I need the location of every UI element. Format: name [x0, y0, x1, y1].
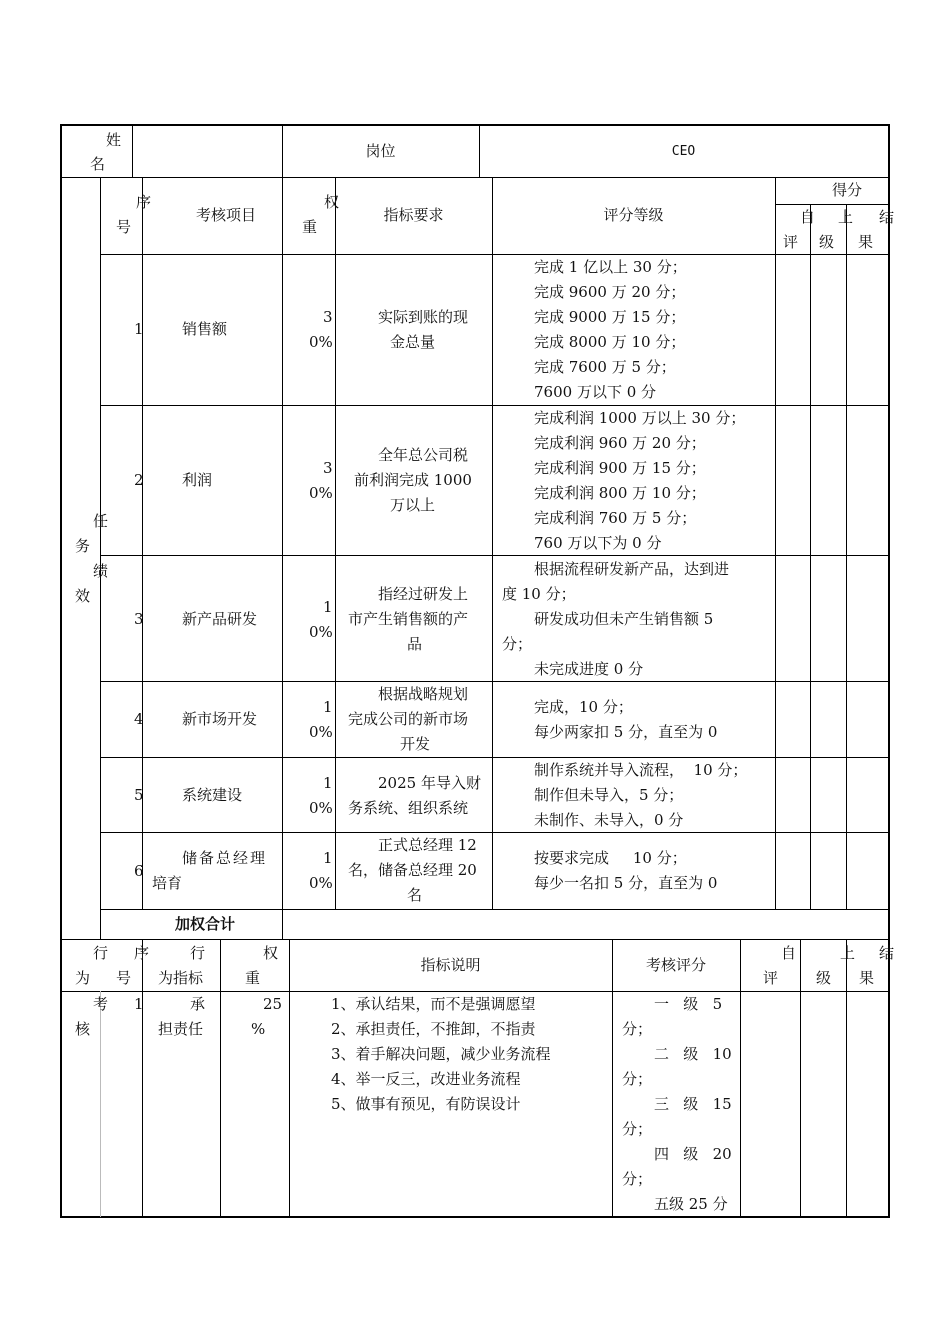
row-grading: 按要求完成 10 分； [534, 849, 687, 867]
row-requirement: 市产生销售额的产 [348, 610, 469, 628]
behavior-col-item-header: 行 [190, 944, 206, 962]
row-grading: 完成利润 1000 万以上 30 分； [534, 409, 746, 427]
row-requirement: 实际到账的现 [378, 308, 469, 326]
row-seq: 1 [134, 320, 144, 338]
row-score: 四 级 20 [654, 1145, 732, 1163]
row-weight: 3 [323, 459, 333, 477]
row-desc: 3、着手解决问题，减少业务流程 [331, 1045, 551, 1063]
position-value: CEO [671, 144, 696, 159]
row-item: 储备总经理 [182, 849, 268, 867]
row-grading: 制作系统并导入流程， 10 分； [534, 761, 748, 779]
row-requirement: 务系统、组织系统 [348, 799, 469, 817]
row-requirement: 名，储备总经理 20 [348, 861, 477, 879]
position-label: 岗位 [365, 142, 396, 160]
row-item: 培育 [152, 874, 183, 892]
row-requirement: 根据战略规划 [378, 685, 469, 703]
row-grading: 未完成进度 0 分 [534, 660, 644, 678]
row-requirement: 指经过研发上 [378, 585, 469, 603]
row-weight: 1 [323, 774, 333, 792]
row-desc: 4、举一反三，改进业务流程 [331, 1070, 521, 1088]
row-score: 分； [622, 1020, 653, 1038]
row-grading: 完成 9600 万 20 分； [534, 283, 686, 301]
row-desc: 5、做事有预见，有防误设计 [331, 1095, 521, 1113]
row-grading: 完成，10 分； [534, 698, 633, 716]
behavior-col-score-header: 考核评分 [645, 956, 706, 974]
row-seq: 6 [134, 862, 144, 880]
weighted-total-label: 加权合计 [175, 915, 236, 933]
row-grading: 完成利润 760 万 5 分； [534, 509, 697, 527]
behavior-col-seq-header: 序 [134, 944, 150, 962]
row-item: 利润 [182, 471, 213, 489]
row-weight: % [251, 1020, 266, 1038]
col-superior-header: 级 [819, 233, 835, 251]
row-weight: 0% [309, 333, 333, 351]
row-desc: 2、承担责任，不推卸，不指责 [331, 1020, 536, 1038]
row-requirement: 品 [407, 635, 423, 653]
row-requirement: 开发 [400, 735, 431, 753]
col-result-header: 结 [879, 208, 895, 226]
row-grading: 根据流程研发新产品，达到进 [534, 560, 730, 578]
name-label: 名 [90, 155, 106, 173]
row-grading: 研发成功但未产生销售额 5 [534, 610, 714, 628]
row-seq: 4 [134, 710, 144, 728]
behavior-col-result-header: 结 [879, 944, 895, 962]
col-weight-header: 重 [302, 218, 318, 236]
behavior-col-item-header: 为指标 [158, 969, 204, 987]
behavior-col-desc-header: 指标说明 [420, 956, 481, 974]
row-requirement: 名 [407, 886, 423, 904]
col-self-header: 自 [800, 208, 816, 226]
behavior-side-label: 为 [75, 969, 91, 987]
task-side-label: 绩 [93, 562, 109, 580]
row-grading: 完成 9000 万 15 分； [534, 308, 686, 326]
row-seq: 2 [134, 471, 144, 489]
weighted-total-value[interactable] [283, 910, 888, 939]
row-grading: 完成利润 900 万 15 分； [534, 459, 706, 477]
behavior-col-seq-header: 号 [116, 969, 132, 987]
behavior-side-label: 核 [75, 1020, 91, 1038]
behavior-col-weight-header: 重 [245, 969, 261, 987]
task-side-label: 任 [93, 512, 109, 530]
col-self-header: 评 [783, 233, 799, 251]
row-weight: 0% [309, 623, 333, 641]
behavior-side-label: 行 [93, 944, 109, 962]
row-score: 一 级 5 [654, 995, 723, 1013]
name-value-field[interactable] [133, 126, 282, 177]
row-grading: 7600 万以下 0 分 [534, 383, 657, 401]
row-grading: 每少一名扣 5 分，直至为 0 [534, 874, 718, 892]
row-requirement: 完成公司的新市场 [348, 710, 469, 728]
row-desc: 1、承认结果，而不是强调愿望 [331, 995, 536, 1013]
col-weight-header: 权 [324, 193, 340, 211]
row-seq: 3 [134, 610, 144, 628]
col-grading-header: 评分等级 [603, 206, 664, 224]
col-superior-header: 上 [838, 208, 854, 226]
col-seq-header: 序 [136, 193, 152, 211]
row-score: 分； [622, 1170, 653, 1188]
row-weight: 0% [309, 484, 333, 502]
row-grading: 未制作、未导入，0 分 [534, 811, 684, 829]
row-item: 担责任 [158, 1020, 204, 1038]
row-weight: 0% [309, 799, 333, 817]
row-requirement: 前利润完成 1000 [354, 471, 472, 489]
behavior-col-weight-header: 权 [263, 944, 279, 962]
col-seq-header: 号 [116, 218, 132, 236]
row-grading: 完成 8000 万 10 分； [534, 333, 686, 351]
row-weight: 1 [323, 598, 333, 616]
row-grading: 分； [502, 635, 533, 653]
behavior-col-result-header: 果 [859, 969, 875, 987]
col-result-header: 果 [858, 233, 874, 251]
row-grading: 制作但未导入，5 分； [534, 786, 684, 804]
row-requirement: 万以上 [390, 496, 436, 514]
row-item: 新市场开发 [182, 710, 258, 728]
task-side-label: 效 [75, 587, 91, 605]
row-requirement: 正式总经理 12 [378, 836, 477, 854]
row-seq: 5 [134, 786, 144, 804]
row-requirement: 金总量 [390, 333, 436, 351]
row-score: 二 级 10 [654, 1045, 732, 1063]
kpi-table [60, 124, 895, 1218]
row-grading: 完成利润 800 万 10 分； [534, 484, 706, 502]
behavior-col-superior-header: 上 [840, 944, 856, 962]
behavior-col-self-header: 自 [781, 944, 797, 962]
row-requirement: 全年总公司税 [378, 446, 469, 464]
row-weight: 1 [323, 698, 333, 716]
row-score: 分； [622, 1070, 653, 1088]
row-weight: 25 [263, 995, 283, 1013]
row-item: 新产品研发 [182, 610, 258, 628]
row-weight: 0% [309, 723, 333, 741]
row-score: 三 级 15 [654, 1095, 732, 1113]
row-grading: 760 万以下为 0 分 [534, 534, 662, 552]
row-item: 销售额 [182, 320, 228, 338]
behavior-col-self-header: 评 [763, 969, 779, 987]
row-score: 分； [622, 1120, 653, 1138]
behavior-col-superior-header: 级 [816, 969, 832, 987]
row-seq: 1 [134, 995, 144, 1013]
row-weight: 1 [323, 849, 333, 867]
row-grading: 度 10 分； [502, 585, 576, 603]
col-score-header: 得分 [832, 181, 863, 199]
col-requirement-header: 指标要求 [383, 206, 444, 224]
col-item-header: 考核项目 [196, 206, 257, 224]
row-item: 系统建设 [182, 786, 243, 804]
row-grading: 完成 7600 万 5 分； [534, 358, 676, 376]
task-side-label: 务 [75, 537, 91, 555]
row-requirement: 2025 年导入财 [378, 774, 481, 792]
row-weight: 0% [309, 874, 333, 892]
row-grading: 完成 1 亿以上 30 分； [534, 258, 687, 276]
behavior-side-label: 考 [93, 995, 109, 1013]
row-grading: 每少两家扣 5 分，直至为 0 [534, 723, 718, 741]
row-grading: 完成利润 960 万 20 分； [534, 434, 706, 452]
row-score: 五级 25 分 [654, 1195, 728, 1213]
row-weight: 3 [323, 308, 333, 326]
row-item: 承 [190, 995, 206, 1013]
name-label: 姓 [106, 131, 122, 149]
